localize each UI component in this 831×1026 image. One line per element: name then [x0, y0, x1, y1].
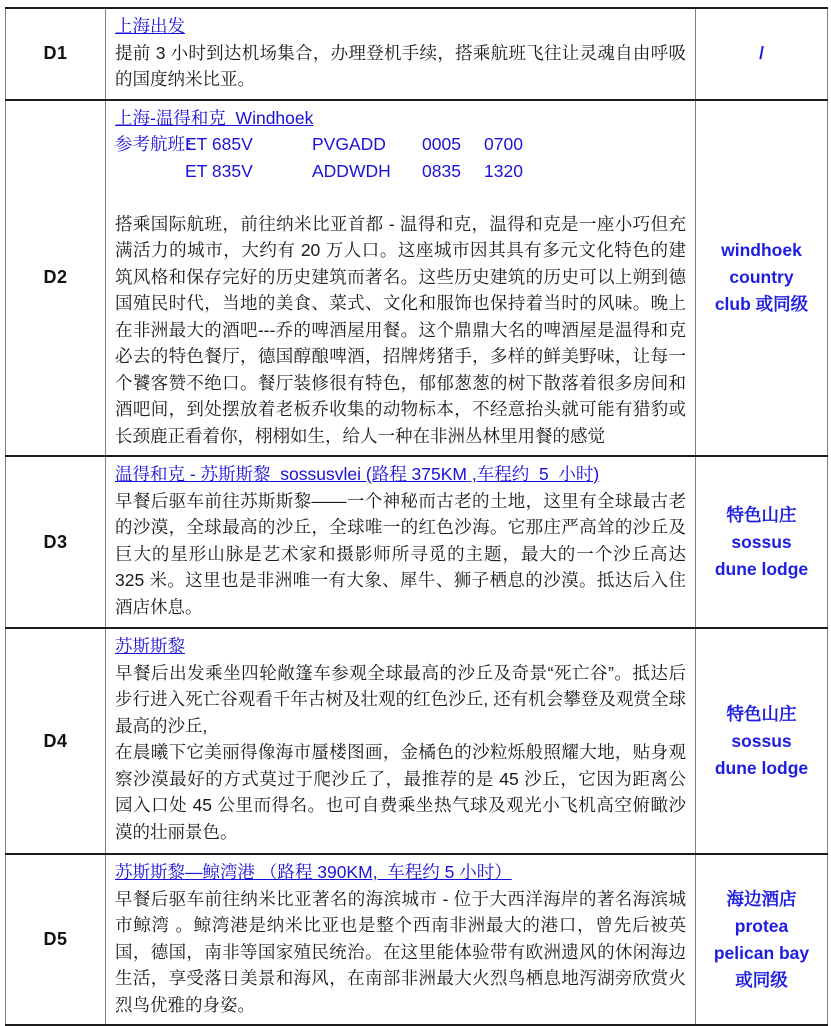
day-cell-d5: [6, 854, 106, 1025]
itinerary-paragraph: 早餐后出发乘坐四轮敞篷车参观全球最高的沙丘及奇景“死亡谷”。抵达后步行进入死亡谷观看千年古树及壮观的红色沙丘, 还有机会攀登及观赏全球最高的沙丘,: [115, 662, 686, 736]
hotel-line: sossus: [731, 730, 792, 751]
itinerary-row-d2: [6, 100, 828, 457]
hotel-line: dune lodge: [714, 757, 809, 778]
itinerary-paragraph: 在晨曦下它美丽得像海市蜃楼图画，金橘色的沙粒烁般照耀大地，贴身观察沙漠最好的方式莫过于爬沙丘了，最推荐的是 45 沙丘，它因为距离公园入口处 45 公里而得名。也可自费乘坐热气球及观光小飞机高空俯瞰沙漠的壮丽景色。: [115, 742, 686, 842]
day-label: D1: [43, 43, 68, 64]
day-label: D3: [43, 531, 68, 552]
flight-arrival-time: 0700: [484, 134, 523, 154]
hotel-cell-d2: [696, 100, 828, 457]
hotel-cell-d1: [696, 8, 828, 100]
itinerary-table-body: [6, 8, 828, 1025]
day-cell-d4: [6, 628, 106, 854]
flight-departure-time: 0005: [422, 134, 461, 154]
hotel-cell-d3: [696, 456, 828, 628]
flights-label: 参考航班：: [115, 134, 203, 154]
flight-number: ET 685V: [185, 134, 253, 154]
day-title-link[interactable]: 上海-温得和克 Windhoek: [115, 107, 314, 128]
description-cell-d1: [106, 8, 696, 100]
day-cell-d2: [6, 100, 106, 457]
hotel-line: windhoek: [721, 240, 802, 261]
day-title-link[interactable]: 苏斯斯黎—鲸湾港 （路程 390KM, 车程约 5 小时）: [115, 862, 512, 882]
itinerary-row-d3: [6, 456, 828, 628]
itinerary-row-d5: [6, 854, 828, 1025]
flight-route: ADDWDH: [312, 160, 391, 181]
day-label: D4: [43, 730, 68, 751]
itinerary-row-d4: [6, 628, 828, 854]
flight-reference-line: [115, 131, 686, 158]
day-title-link[interactable]: 温得和克 - 苏斯斯黎 sossusvlei (路程 375KM ,车程约 5 小时): [115, 464, 600, 484]
day-title-row: [115, 13, 686, 40]
hotel-line: country: [729, 267, 794, 288]
hotel-line: /: [759, 43, 764, 64]
itinerary-paragraph: 早餐后驱车前往苏斯斯黎——一个神秘而古老的土地，这里有全球最古老的沙漠，全球最高的沙丘，全球唯一的红色沙海。它那庄严高耸的沙丘及巨大的星形山脉是艺术家和摄影师所寻觅的主题，最大的一个沙丘高达 325 米。这里也是非洲唯一有大象、犀牛、狮子栖息的沙漠。抵达后入住酒店休息。: [115, 490, 686, 617]
day-cell-d1: [6, 8, 106, 100]
day-title-row: [115, 633, 686, 660]
day-cell-d3: [6, 456, 106, 628]
itinerary-paragraph: 早餐后驱车前往纳米比亚著名的海滨城市 - 位于大西洋海岸的著名海滨城市鲸湾 。鲸湾港是纳米比亚也是整个西南非洲最大的港口，曾先后被英国，德国，南非等国家殖民统治。在这里能体验带有欧洲遗风的休闲海边生活，享受落日美景和海风，在南部非洲最大火烈鸟栖息地泻湖旁欣赏火烈鸟优雅的身姿。: [115, 888, 686, 1015]
description-cell-d5: [106, 854, 696, 1025]
day-label: D2: [43, 267, 68, 288]
flight-departure-time: 0835: [422, 160, 461, 181]
day-label: D5: [43, 929, 68, 949]
hotel-line: 特色山庄: [726, 504, 797, 525]
itinerary-row-d1: [6, 8, 828, 100]
day-title-row: [115, 859, 686, 886]
itinerary-page: [5, 7, 827, 1026]
hotel-cell-d4: [696, 628, 828, 854]
hotel-line: dune lodge: [714, 558, 809, 579]
itinerary-paragraph: 搭乘国际航班，前往纳米比亚首都 - 温得和克，温得和克是一座小巧但充满活力的城市，大约有 20 万人口。这座城市因其具有多元文化特色的建筑风格和保存完好的历史建筑而著名。这些历史建筑的历史可以上朔到德国殖民时代，当地的美食、菜式、文化和服饰也保持着当时的风味。晚上在非洲最大的酒吧---乔的啤酒屋用餐。这个鼎鼎大名的啤酒屋是温得和克必去的特色餐厅，德国醇酿啤酒，招牌烤猪手，多样的鲜美野味，让每一个饕客赞不绝口。餐厅装修很有特色，郁郁葱葱的树下散落着很多房间和酒吧间，到处摆放着老板乔收集的动物标本，不经意抬头就可能有猎豹或长颈鹿正看着你，栩栩如生，给人一种在非洲丛林里用餐的感觉: [115, 213, 686, 446]
hotel-cell-d5: [696, 854, 828, 1025]
hotel-line: sossus: [731, 531, 792, 552]
itinerary-table: [5, 7, 828, 1026]
itinerary-paragraph: 提前 3 小时到达机场集合，办理登机手续，搭乘航班飞往让灵魂自由呼吸的国度纳米比亚。: [115, 42, 686, 89]
hotel-line: 海边酒店: [726, 888, 797, 909]
flight-route: PVGADD: [312, 134, 386, 154]
description-cell-d3: [106, 456, 696, 628]
description-cell-d4: [106, 628, 696, 854]
flight-number: ET 835V: [185, 160, 253, 181]
description-cell-d2: [106, 100, 696, 457]
day-title-link[interactable]: 上海出发: [115, 16, 185, 36]
spacer-line: [115, 184, 686, 211]
hotel-line: club 或同级: [714, 294, 809, 315]
hotel-line: protea: [734, 915, 789, 936]
hotel-line: 特色山庄: [726, 703, 797, 724]
flight-reference-line: [115, 158, 686, 185]
hotel-line: pelican bay: [713, 942, 810, 963]
hotel-line: 或同级: [735, 969, 788, 990]
day-title-link[interactable]: 苏斯斯黎: [115, 636, 185, 656]
day-title-row: [115, 461, 686, 488]
flight-arrival-time: 1320: [484, 160, 523, 181]
day-title-row: [115, 105, 686, 132]
